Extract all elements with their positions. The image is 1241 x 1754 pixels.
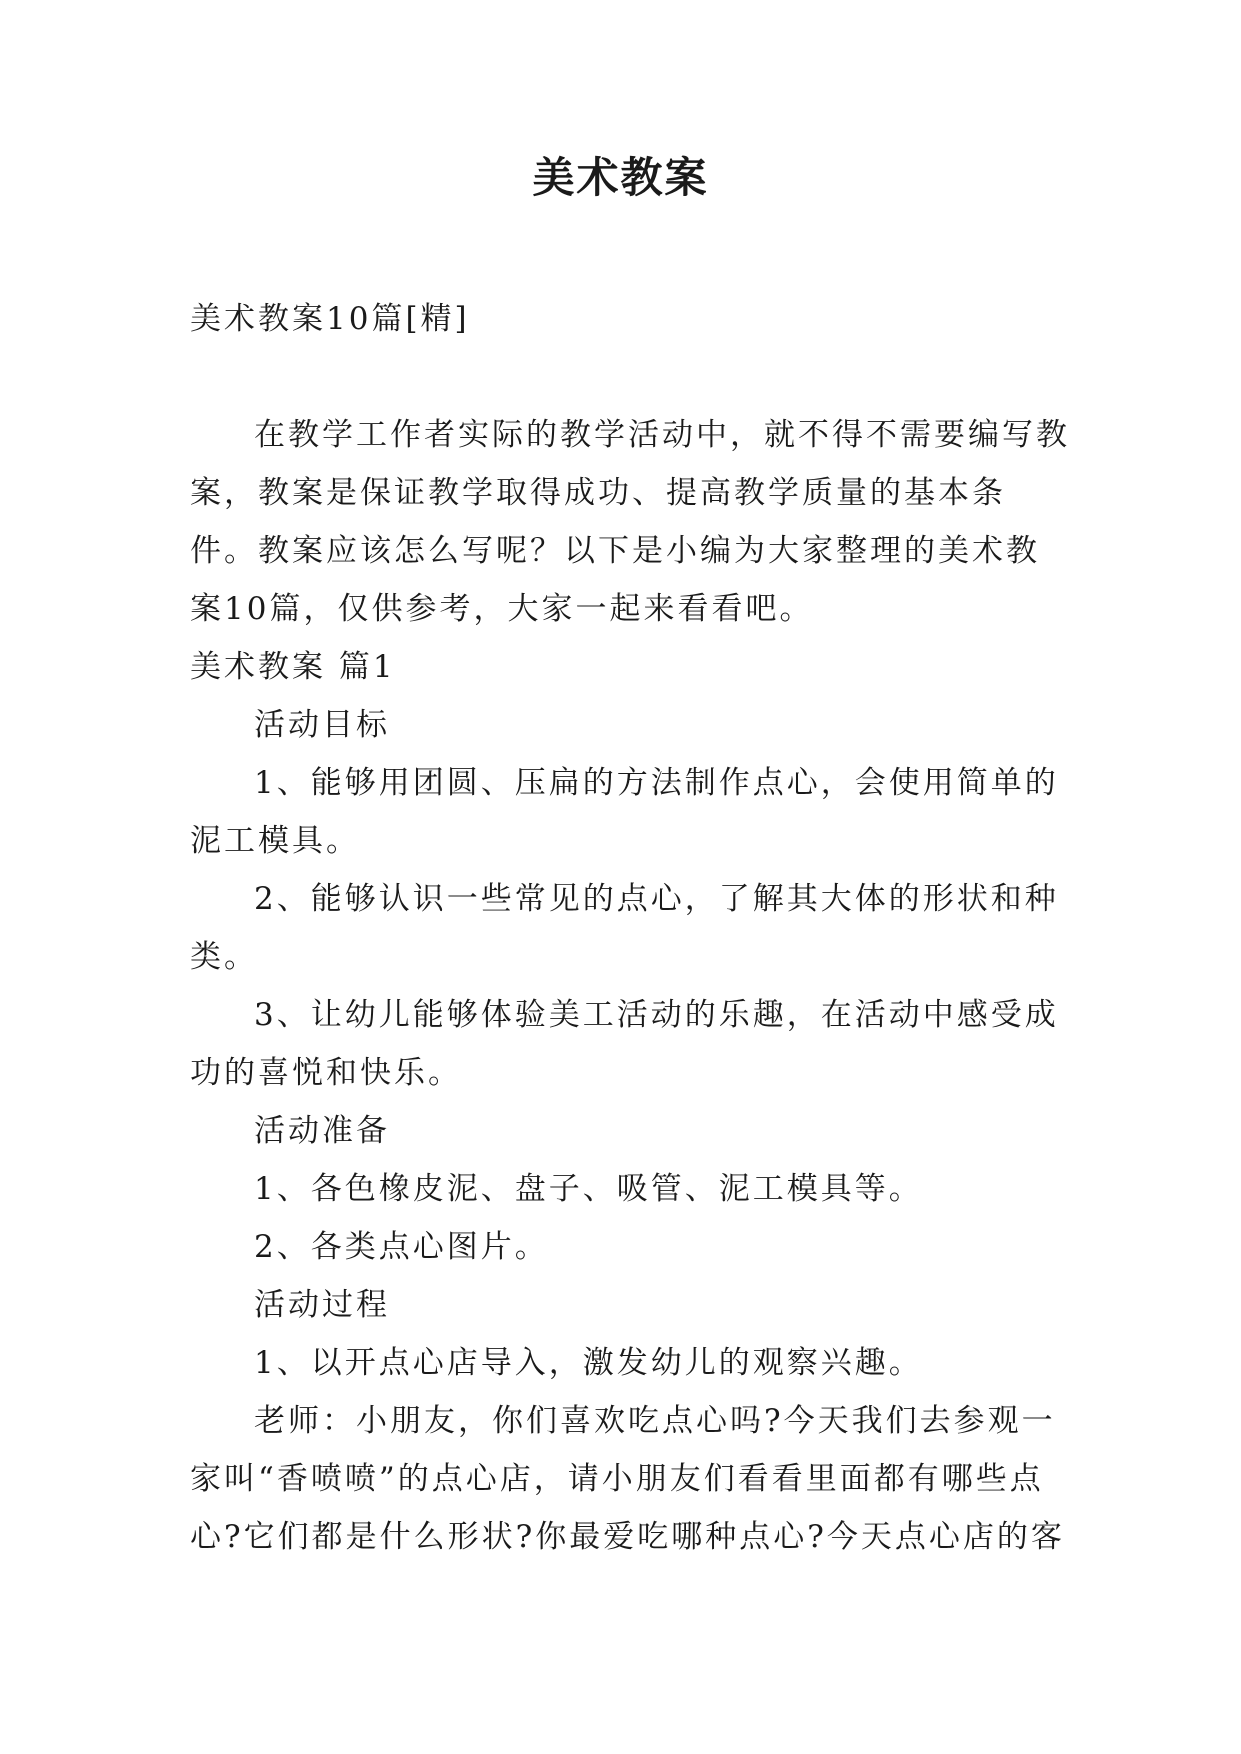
paragraph-process-1: 1、以开点心店导入，激发幼儿的观察兴趣。 xyxy=(254,1345,923,1381)
paragraph-goal-2: 2、能够认识一些常见的点心，了解其大体的形状和种类。 xyxy=(190,881,1059,975)
document-subtitle: 美术教案10篇[精] xyxy=(190,301,470,337)
paragraph-goal-1: 1、能够用团圆、压扁的方法制作点心，会使用简单的泥工模具。 xyxy=(190,765,1059,859)
paragraph-heading-process: 活动过程 xyxy=(254,1287,390,1323)
paragraph-goal-3: 3、让幼儿能够体验美工活动的乐趣，在活动中感受成功的喜悦和快乐。 xyxy=(190,997,1059,1091)
paragraph-prep-1: 1、各色橡皮泥、盘子、吸管、泥工模具等。 xyxy=(254,1171,923,1207)
paragraph-prep-2: 2、各类点心图片。 xyxy=(254,1229,549,1265)
paragraph-intro: 在教学工作者实际的教学活动中，就不得不需要编写教案，教案是保证教学取得成功、提高教学质量的基本条件。教案应该怎么写呢？以下是小编为大家整理的美术教案10篇，仅供参考，大家一起来看看吧。 xyxy=(190,417,1070,627)
document-body xyxy=(190,290,1070,1566)
paragraph-teacher-dialogue: 老师：小朋友，你们喜欢吃点心吗?今天我们去参观一家叫“香喷喷”的点心店，请小朋友们看看里面都有哪些点心?它们都是什么形状?你最爱吃哪种点心?今天点心店的客 xyxy=(190,1403,1065,1555)
paragraph-heading-goals: 活动目标 xyxy=(254,707,390,743)
page-title: 美术教案 xyxy=(532,153,709,202)
paragraph-heading-preparation: 活动准备 xyxy=(254,1113,390,1149)
section-heading: 美术教案 篇1 xyxy=(190,649,396,685)
